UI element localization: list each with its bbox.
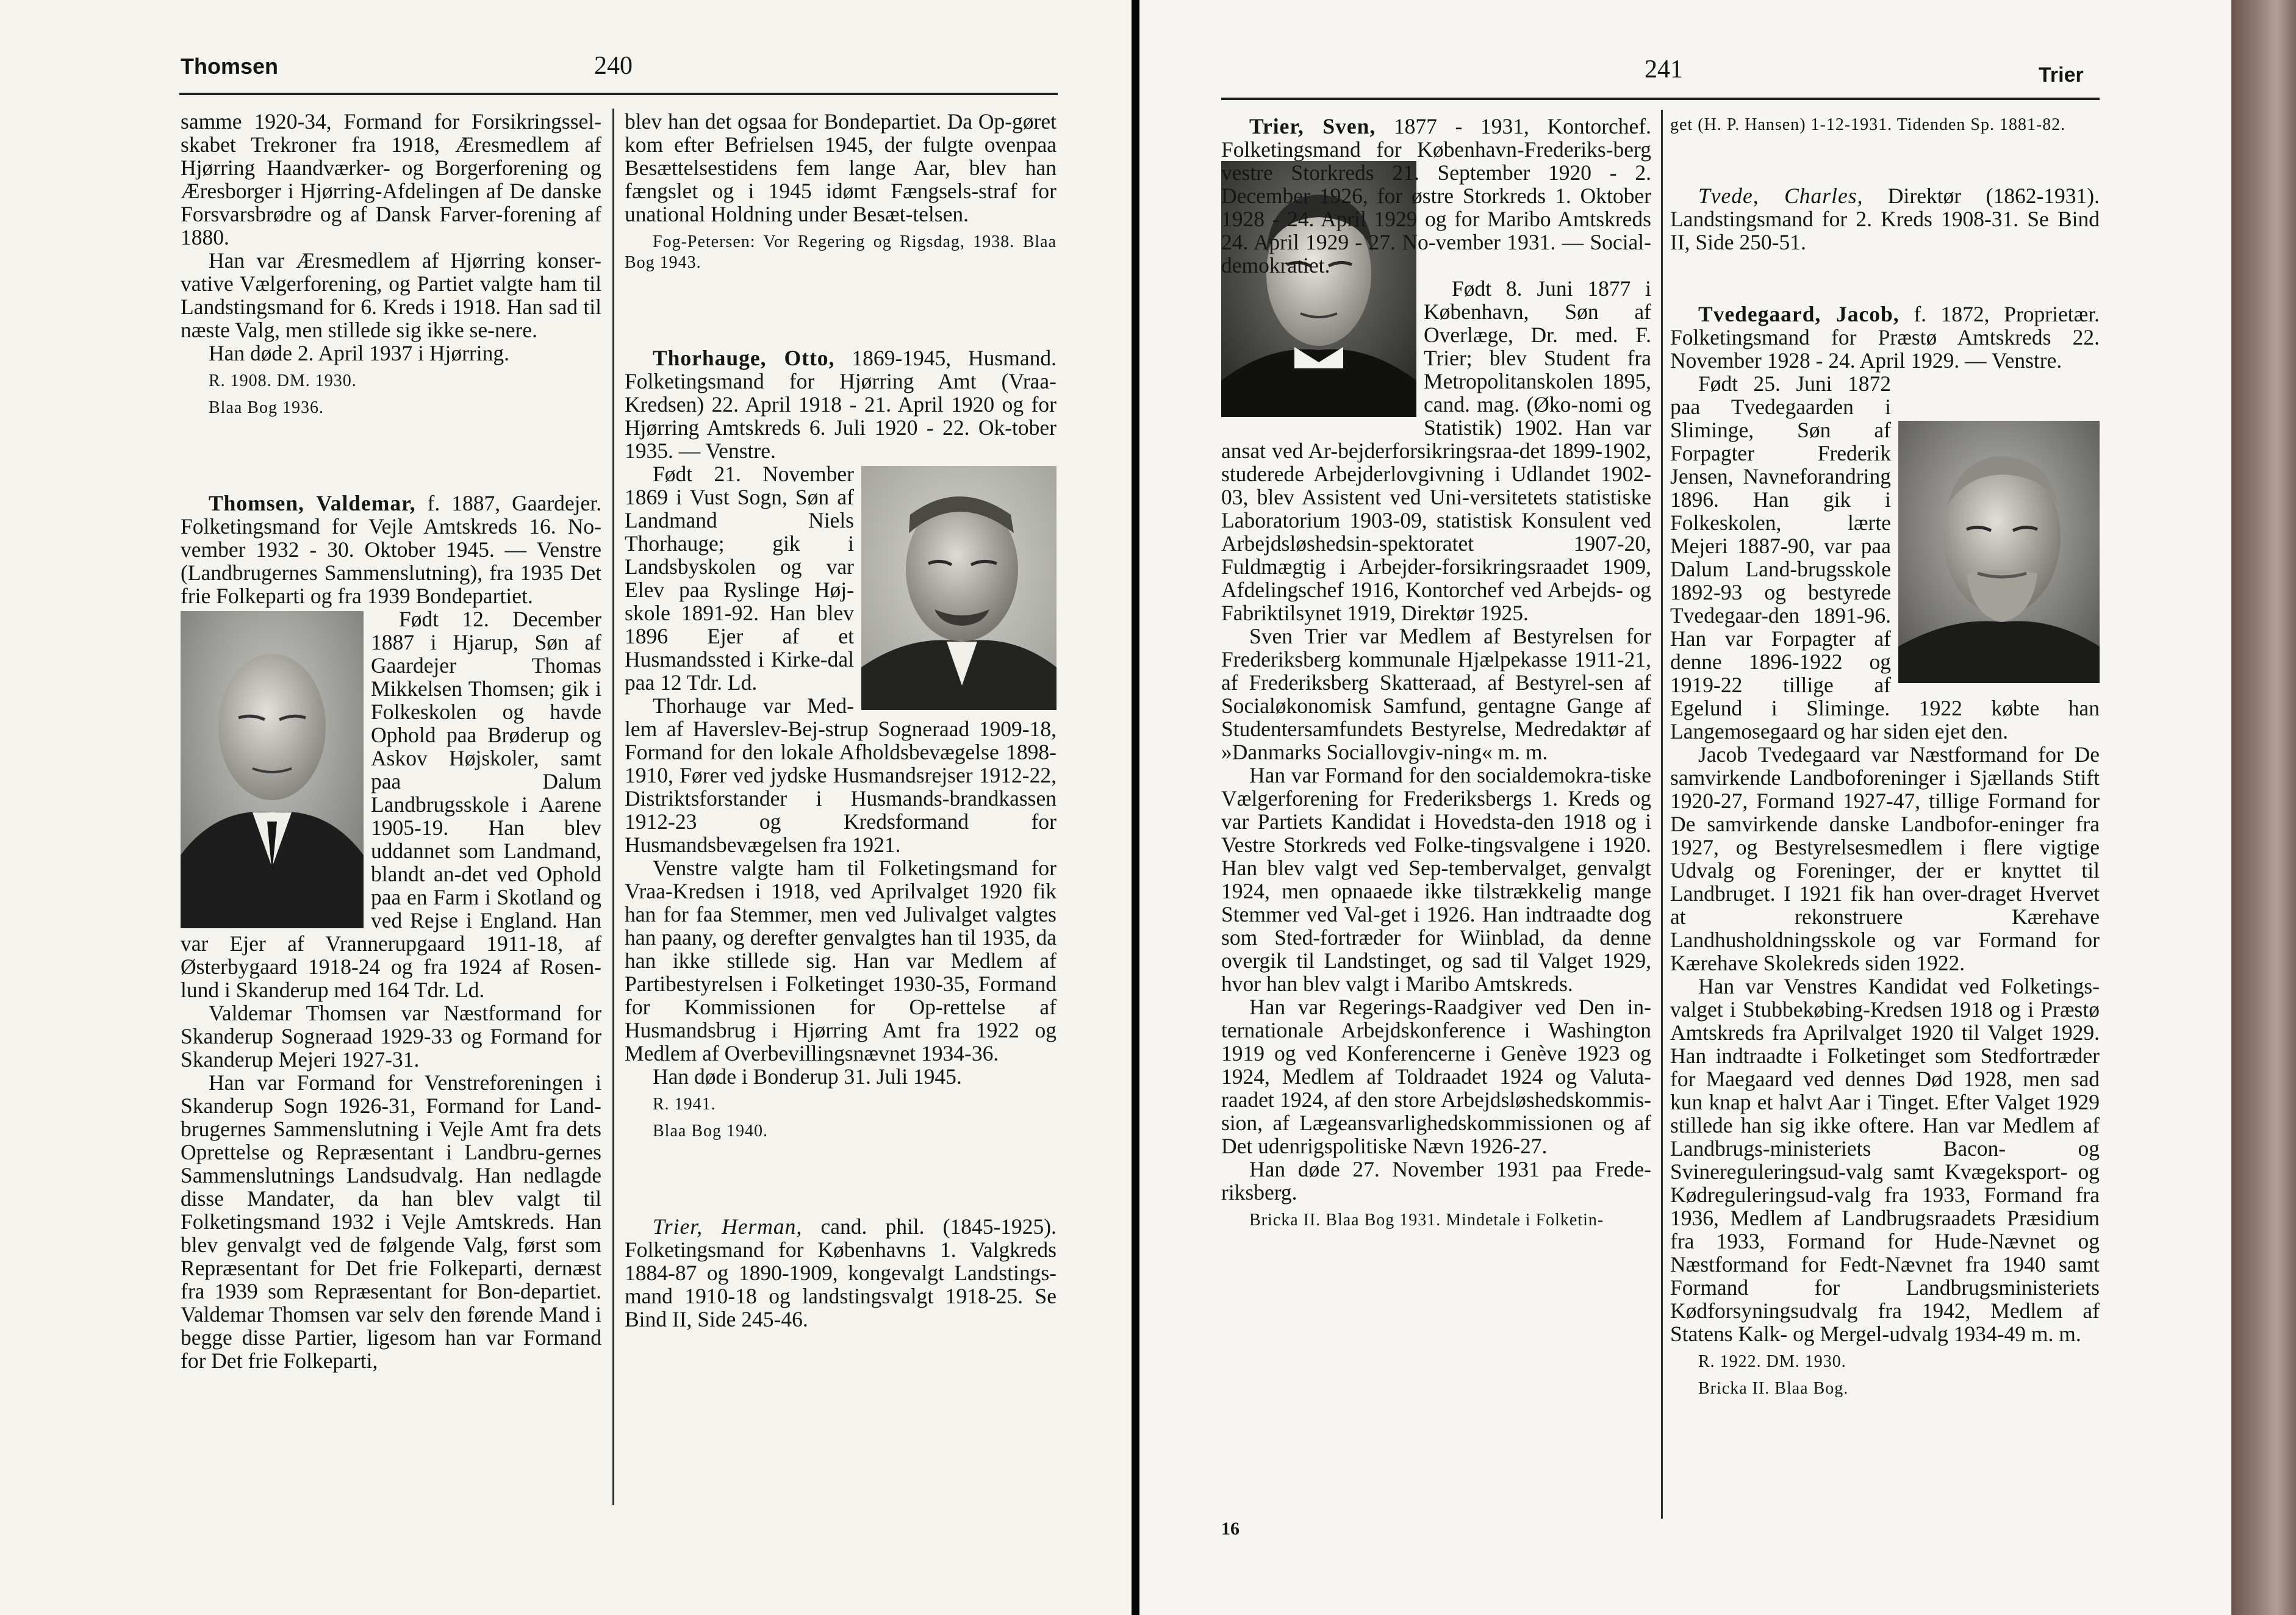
- entry-name: Trier, Herman,: [653, 1214, 803, 1239]
- xref-trier-herman: [625, 1215, 1057, 1331]
- paragraph: Han var Regerings-Raadgiver ved Den in-ternationale Arbejdskonference i Washington 1919 og ved Konferencerne i Genève 1923 og 1924, Medlem af Toldraadet 1924 og Valuta-raadet 1924, af den store Arbejdsløshedskommis-sion, af Lægeansvarlighedskommissionen og af Det udenrigspolitiske Nævn 1926-27.: [1221, 995, 1651, 1158]
- signature-mark: 16: [1221, 1519, 1239, 1539]
- paragraph: Født 25. Juni 1872 paa Tvedegaarden i Sliminge, Søn af Forpagter Frederik Jensen, Navneforandring 1896. Han gik i Folkeskolen, lærte Mejeri 1887-90, var paa Dalum Land-brugsskole 1892-93 og bestyrede Tvedegaar-den 1891-96. Han var Forpagter af denne 1896-1922 og 1919-22 tillige af Egelund i Sliminge. 1922 købte han Langemosegaard og har siden ejet den.: [1670, 371, 2100, 743]
- source-note: Bricka II. Blaa Bog.: [1698, 1379, 1849, 1398]
- page-number-left: 240: [594, 52, 633, 80]
- right-page-column-1: [1221, 115, 1651, 1231]
- source-note: Blaa Bog 1936.: [209, 398, 324, 417]
- header-rule-right: [1221, 98, 2100, 100]
- paragraph: Han var Æresmedlem af Hjørring konser-vative Vælgerforening, og Partiet valgte ham til Landstingsmand for 6. Kreds i 1918. Han sad til næste Valg, men stillede sig ikke se-nere.: [181, 248, 601, 342]
- paragraph: blev han det ogsaa for Bondepartiet. Da Op-gøret kom efter Befrielsen 1945, der fulgte ovenpaa Besættelsestidens fem lange Aar, blev han fængslet og i 1945 idømt Fængsels-straf for unational Holdning under Besæt-telsen.: [625, 109, 1057, 226]
- entry-thorhauge-otto: [625, 346, 1057, 462]
- source-note: Bricka II. Blaa Bog 1931. Mindetale i Folketin-: [1249, 1211, 1604, 1230]
- entry-name: Tvede, Charles,: [1698, 184, 1864, 208]
- right-page-column-2: [1670, 115, 2100, 1399]
- source-note: R. 1908. DM. 1930.: [209, 371, 357, 390]
- header-rule-left: [179, 93, 1058, 95]
- paragraph: Han døde i Bonderup 31. Juli 1945.: [653, 1064, 962, 1089]
- source-note: get (H. P. Hansen) 1-12-1931. Tidenden Sp. 1881-82.: [1670, 115, 2066, 134]
- entry-tvedegaard-jacob: [1670, 303, 2100, 372]
- paragraph: Født 12. December 1887 i Hjarup, Søn af Gaardejer Thomas Mikkelsen Thomsen; gik i Folkeskolen og havde Ophold paa Brøderup og Askov Højskoler, samt paa Dalum Landbrugsskole i Aarene 1905-19. Han blev uddannet som Landmand, blandt an-det ved Ophold paa en Farm i Skotland og ved Rejse i England. Han var Ejer af Vrannerupgaard 1911-18, af Østerbygaard 1918-24 og fra 1924 af Rosen-lund i Skanderup med 164 Tdr. Ld.: [181, 607, 601, 1002]
- portrait-thorhauge-otto: [861, 466, 1057, 710]
- source-note: R. 1941.: [653, 1095, 716, 1114]
- portrait-image: [1898, 421, 2100, 683]
- entry-thomsen-valdemar: [181, 492, 601, 607]
- left-page: [0, 0, 1132, 1615]
- xref-tvede-charles: [1670, 184, 2100, 254]
- source-note: Blaa Bog 1940.: [653, 1122, 768, 1141]
- paragraph: Han var Venstres Kandidat ved Folketings-valget i Stubbekøbing-Kredsen 1918 og i Præstø Amtskreds fra Aprilvalget 1920 til Valget 1929. Han indtraadte i Folketinget som Stedfortræder for Maegaard ved dennes Død 1928, men sad kun knap et halvt Aar i Tinget. Efter Valget 1929 stillede han sig ikke oftere. Han var Medlem af Landbrugs-ministeriets Bacon- og Svinereguleringsud-valg samt Kvægeksport- og Kødreguleringsud-valg fra 1933, Formand fra 1936, Medlem af Landbrugsraadets Præsidium fra 1933, Formand for Hude-Nævnet og Næstformand for Fedt-Nævnet fra 1940 samt Formand for Landbrugsministeriets Kødforsyningsudvalg fra 1942, Medlem af Statens Kalk- og Mergel-udvalg 1934-49 m. m.: [1670, 974, 2100, 1346]
- paragraph: Thorhauge var Med-lem af Haverslev-Bej-strup Sogneraad 1909-18, Formand for den lokale Afholdsbevægelse 1898-1910, Fører ved jydske Husmandsrejser 1912-22, Distriktsforstander i Husmands-brandkassen 1912-23 og Kredsformand for Husmandsbevægelsen fra 1921.: [625, 693, 1057, 857]
- right-page: [1139, 0, 2231, 1615]
- portrait-thomsen-valdemar: [181, 611, 364, 928]
- book-edge: [2231, 0, 2296, 1615]
- entry-lead: 1877 - 1931, Kontorchef. Folketingsmand for København-Frederiks-berg vestre Storkreds 21. September 1920 - 2. December 1926, for østre Storkreds 1. Oktober 1928 - 24. April 1929 og for Maribo Amtskreds 24. April 1929 - 27. No-vember 1931. — Social-demokratiet.: [1221, 114, 1651, 278]
- paragraph: Født 8. Juni 1877 i København, Søn af Overlæge, Dr. med. F. Trier; blev Student fra Metropolitanskolen 1895, cand. mag. (Øko-nomi og Statistik) 1902. Han var ansat ved Ar-bejderforsikringsraa-det 1899-1902, studerede Arbejderlovgivning i Udlandet 1902-03, blev Assistent ved Uni-versitetets statistiske Laboratorium 1903-09, statistisk Konsulent ved Arbejdsløshedsin-spektoratet 1907-20, Fuldmægtig i Arbejder-forsikringsraadet 1909, Afdelingschef 1916, Kontorchef ved Arbejds- og Fabriktilsynet 1919, Direktør 1925.: [1221, 276, 1651, 625]
- entry-name: Thomsen, Valdemar,: [209, 491, 416, 515]
- entry-name: Tvedegaard, Jacob,: [1698, 302, 1900, 326]
- entry-name: Thorhauge, Otto,: [653, 346, 835, 370]
- source-note: Fog-Petersen: Vor Regering og Rigsdag, 1938. Blaa Bog 1943.: [625, 232, 1057, 272]
- paragraph: Venstre valgte ham til Folketingsmand for Vraa-Kredsen i 1918, ved Aprilvalget 1920 fik han for faa Stemmer, men ved Julivalget valgtes han paany, og derefter genvalgtes han til 1935, da han ikke stillede sig. Han var Medlem af Partibestyrelsen i Folketinget 1930-35, Formand for Kommissionen for Op-rettelse af Husmandsbrug i Hjørring Amt fra 1922 og Medlem af Overbevillingsnævnet 1934-36.: [625, 856, 1057, 1065]
- paragraph: Han døde 27. November 1931 paa Frede-riksberg.: [1221, 1157, 1651, 1205]
- entry-lead: 1869-1945, Husmand. Folketingsmand for Hjørring Amt (Vraa-Kredsen) 22. April 1918 - 21. April 1920 og for Hjørring Amtskreds 6. Juli 1920 - 22. Ok-tober 1935. — Venstre.: [625, 346, 1057, 463]
- entry-trier-sven: [1221, 115, 1651, 277]
- entry-lead: cand. phil. (1845-1925). Folketingsmand for Københavns 1. Valgkreds 1884-87 og 1890-1909, kongevalgt Landstings-mand 1910-18 og landstingsvalgt 1918-25. Se Bind II, Side 245-46.: [625, 1214, 1057, 1331]
- page-number-right: 241: [1645, 56, 1683, 84]
- paragraph: Han var Formand for den socialdemokra-tiske Vælgerforening for Frederiksbergs 1. Kreds og var Partiets Kandidat i Hovedsta-den 1918 og i Vestre Storkreds ved Folke-tingsvalgene i 1920. Han blev valgt ved Sep-tembervalget, genvalgt 1924, men opnaaede ikke tilstrækkelig mange Stemmer ved Val-get i 1926. Han indtraadte dog som Sted-fortræder for Wiinblad, da denne overgik til Landstinget, og sad til Valget 1929, hvor han blev valgt i Maribo Amtskreds.: [1221, 763, 1651, 996]
- portrait-tvedegaard-jacob: [1898, 421, 2100, 683]
- portrait-image: [181, 611, 364, 928]
- running-head-right: Trier: [2039, 63, 2084, 87]
- entry-lead: f. 1887, Gaardejer. Folketingsmand for Vejle Amtskreds 16. No-vember 1932 - 30. Oktober 1945. — Venstre (Landbrugernes Sammenslutning), fra 1935 Det frie Folkeparti og fra 1939 Bondepartiet.: [181, 491, 602, 608]
- source-note: R. 1922. DM. 1930.: [1698, 1352, 1846, 1371]
- left-page-column-2: [625, 110, 1057, 1331]
- left-page-column-1: [181, 110, 601, 1372]
- paragraph: Valdemar Thomsen var Næstformand for Skanderup Sogneraad 1929-33 og Formand for Skanderup Mejeri 1927-31.: [181, 1001, 601, 1072]
- paragraph: samme 1920-34, Formand for Forsikringssel-skabet Trekroner fra 1918, Æresmedlem af Hjørring Haandværker- og Borgerforening og Æresborger i Hjørring-Afdelingen af De danske Forsvarsbrødre og af Dansk Farver-forening af 1880.: [181, 109, 601, 249]
- paragraph: Sven Trier var Medlem af Bestyrelsen for Frederiksberg kommunale Hjælpekasse 1911-21, af Frederiksberg Skatteraad, af Bestyrel-sen af Socialøkonomisk Samfund, gentagne Gange af Studentersamfundets Bestyrelse, Medredaktør af »Danmarks Sociallovgiv-ning« m. m.: [1221, 624, 1651, 764]
- entry-lead: f. 1872, Proprietær. Folketingsmand for Præstø Amtskreds 22. November 1928 - 24. April 1929. — Venstre.: [1670, 302, 2100, 373]
- paragraph: Han døde 2. April 1937 i Hjørring.: [209, 341, 509, 365]
- paragraph: Jacob Tvedegaard var Næstformand for De samvirkende Landboforeninger i Sjællands Stift 1920-27, Formand 1927-47, tillige Formand for De samvirkende danske Landbofor-eninger fra 1927, og Bestyrelsesmedlem i flere vigtige Udvalg og Foreninger, der er knyttet til Landbruget. I 1921 fik han over-draget Hvervet at rekonstruere Kærehave Landhusholdningsskole og var Formand for Kærehave Skolekreds siden 1922.: [1670, 742, 2100, 975]
- column-divider-left: [612, 109, 614, 1505]
- portrait-image: [861, 466, 1057, 710]
- entry-lead: Direktør (1862-1931). Landstingsmand for 2. Kreds 1908-31. Se Bind II, Side 250-51.: [1670, 184, 2100, 254]
- paragraph: Født 21. November 1869 i Vust Sogn, Søn af Landmand Niels Thorhauge; gik i Landsbyskolen og var Elev paa Ryslinge Høj-skole 1891-92. Han blev 1896 Ejer af et Husmandssted i Kirke-dal paa 12 Tdr. Ld.: [625, 462, 854, 695]
- paragraph: Han var Formand for Venstreforeningen i Skanderup Sogn 1926-31, Formand for Land-brugernes Sammenslutning i Vejle Amt fra dets Oprettelse og Repræsentant i Landbru-gernes Sammenslutnings Landsudvalg. Han nedlagde disse Mandater, da han blev valgt til Folketingsmand 1932 i Vejle Amtskreds. Han blev genvalgt ved de følgende Valg, først som Repræsentant for Det frie Folkeparti, dernæst fra 1939 som Repræsentant for Bon-departiet. Valdemar Thomsen var selv den førende Mand i begge disse Partier, ligesom han var Formand for Det frie Folkeparti,: [181, 1070, 601, 1373]
- column-divider-right: [1661, 110, 1663, 1519]
- running-head-left: Thomsen: [181, 54, 279, 79]
- entry-name: Trier, Sven,: [1249, 114, 1376, 138]
